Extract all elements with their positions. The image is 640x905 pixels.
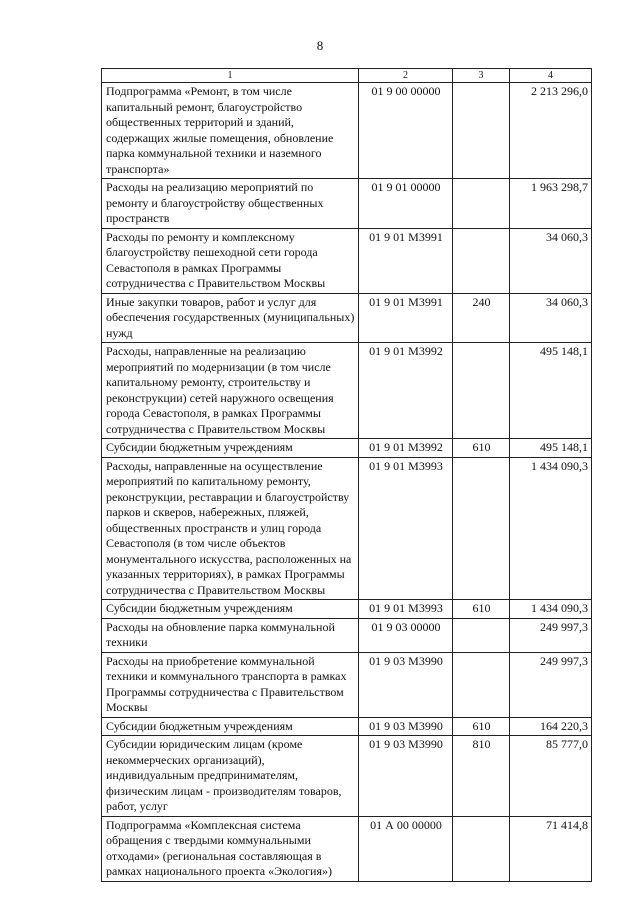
row-amount-cell: 1 434 090,3 [510, 600, 592, 619]
row-name-cell: Подпрограмма «Ремонт, в том числе капитальный ремонт, благоустройство общественных территорий и зданий, содержащих жилые помещения, обновление парка коммунальной техники и наземного транспорта» [102, 83, 359, 179]
table-row [102, 600, 592, 619]
row-name-cell: Расходы на приобретение коммунальной техники и коммунального транспорта в рамках Программы сотрудничества с Правительством Москвы [102, 652, 359, 717]
row-type-cell [453, 457, 510, 600]
row-amount-cell: 164 220,3 [510, 717, 592, 736]
column-header-4: 4 [510, 69, 592, 83]
column-header-2: 2 [359, 69, 453, 83]
table-row [102, 83, 592, 179]
row-type-cell: 610 [453, 717, 510, 736]
table-row [102, 816, 592, 881]
page-number: 8 [316, 38, 324, 53]
row-amount-cell: 1 963 298,7 [510, 179, 592, 229]
table-row [102, 736, 592, 817]
row-type-cell: 810 [453, 736, 510, 817]
row-type-cell: 610 [453, 600, 510, 619]
table-row [102, 652, 592, 717]
row-amount-cell: 495 148,1 [510, 439, 592, 458]
row-amount-cell: 1 434 090,3 [510, 457, 592, 600]
budget-table [101, 68, 592, 882]
row-amount-cell: 85 777,0 [510, 736, 592, 817]
row-code-cell: 01 9 03 00000 [359, 618, 453, 652]
row-name-cell: Расходы по ремонту и комплексному благоустройству пешеходной сети города Севастополя в рамках Программы сотрудничества с Правительством Москвы [102, 228, 359, 293]
table-row [102, 179, 592, 229]
row-code-cell: 01 9 01 М3992 [359, 439, 453, 458]
table-row [102, 717, 592, 736]
row-type-cell [453, 652, 510, 717]
table-body [102, 83, 592, 882]
row-name-cell: Расходы на реализацию мероприятий по ремонту и благоустройству общественных пространств [102, 179, 359, 229]
row-code-cell: 01 9 03 М3990 [359, 736, 453, 817]
column-header-1: 1 [102, 69, 359, 83]
table-row [102, 343, 592, 439]
row-name-cell: Субсидии юридическим лицам (кроме некоммерческих организаций), индивидуальным предпринимателям, физическим лицам - производителям товаров, работ, услуг [102, 736, 359, 817]
row-code-cell: 01 9 01 М3993 [359, 457, 453, 600]
row-code-cell: 01 9 01 М3991 [359, 228, 453, 293]
row-type-cell [453, 179, 510, 229]
row-code-cell: 01 9 01 М3992 [359, 343, 453, 439]
row-amount-cell: 2 213 296,0 [510, 83, 592, 179]
row-code-cell: 01 9 01 00000 [359, 179, 453, 229]
row-type-cell [453, 618, 510, 652]
row-type-cell [453, 343, 510, 439]
row-name-cell: Субсидии бюджетным учреждениям [102, 439, 359, 458]
row-type-cell: 240 [453, 293, 510, 343]
row-type-cell [453, 83, 510, 179]
row-amount-cell: 249 997,3 [510, 618, 592, 652]
table-row [102, 457, 592, 600]
row-code-cell: 01 9 03 М3990 [359, 652, 453, 717]
row-code-cell: 01 9 00 00000 [359, 83, 453, 179]
row-amount-cell: 71 414,8 [510, 816, 592, 881]
row-amount-cell: 249 997,3 [510, 652, 592, 717]
row-type-cell [453, 816, 510, 881]
table-row [102, 293, 592, 343]
table-row [102, 228, 592, 293]
table-row [102, 439, 592, 458]
row-type-cell: 610 [453, 439, 510, 458]
row-amount-cell: 34 060,3 [510, 293, 592, 343]
row-code-cell: 01 9 01 М3993 [359, 600, 453, 619]
table-header-row [102, 69, 592, 83]
row-type-cell [453, 228, 510, 293]
row-name-cell: Иные закупки товаров, работ и услуг для обеспечения государственных (муниципальных) нужд [102, 293, 359, 343]
row-name-cell: Расходы, направленные на реализацию мероприятий по модернизации (в том числе капитальному ремонту, строительству и реконструкции) сетей наружного освещения города Севастополя, в рамках Программы сотрудничества с Правительством Москвы [102, 343, 359, 439]
row-code-cell: 01 9 01 М3991 [359, 293, 453, 343]
row-name-cell: Расходы на обновление парка коммунальной техники [102, 618, 359, 652]
column-header-3: 3 [453, 69, 510, 83]
row-name-cell: Субсидии бюджетным учреждениям [102, 600, 359, 619]
table-row [102, 618, 592, 652]
row-name-cell: Подпрограмма «Комплексная система обращения с твердыми коммунальными отходами» (региональная составляющая в рамках национального проекта «Экология») [102, 816, 359, 881]
row-name-cell: Расходы, направленные на осуществление мероприятий по капитальному ремонту, реконструкции, реставрации и благоустройству парков и скверов, набережных, пляжей, общественных пространств и улиц города Севастополя (в том числе объектов монументального искусства, расположенных на указанных территориях), в рамках Программы сотрудничества с Правительством Москвы [102, 457, 359, 600]
row-code-cell: 01 А 00 00000 [359, 816, 453, 881]
row-name-cell: Субсидии бюджетным учреждениям [102, 717, 359, 736]
row-amount-cell: 34 060,3 [510, 228, 592, 293]
row-code-cell: 01 9 03 М3990 [359, 717, 453, 736]
row-amount-cell: 495 148,1 [510, 343, 592, 439]
